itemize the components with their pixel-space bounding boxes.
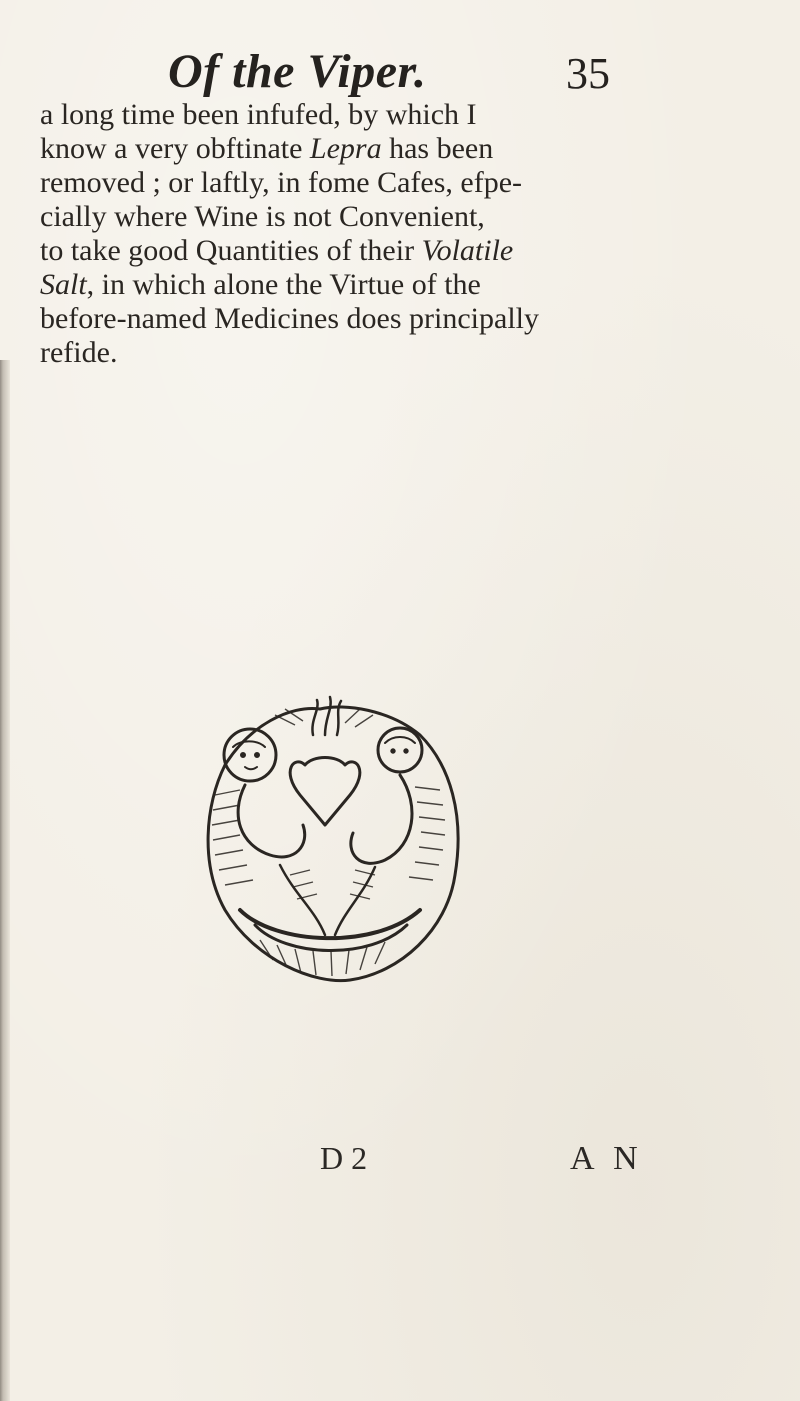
italic-term-volatile: Volatile <box>421 234 514 267</box>
text-run: removed ; or laftly, in fome Cafes, efpe- <box>40 166 523 199</box>
italic-term-lepra: Lepra <box>309 132 382 165</box>
text-run: , in which alone the Virtue of the <box>86 268 481 301</box>
text-line <box>40 132 680 166</box>
text-run: has been <box>381 132 494 165</box>
text-run: to take good Quantities of their <box>40 234 422 267</box>
signature-mark: D 2 <box>320 1140 368 1176</box>
running-head: Of the Viper. <box>168 45 427 98</box>
italic-term-salt: Salt <box>40 268 87 301</box>
text-run: a long time been infufed, by which I <box>40 98 477 131</box>
cherubs-vignette-icon <box>185 695 470 995</box>
catchword: A N <box>570 1140 644 1177</box>
text-run: know a very obftinate <box>40 132 310 165</box>
text-line <box>40 166 680 200</box>
text-line <box>40 200 680 234</box>
text-line <box>40 336 680 370</box>
text-line <box>40 268 680 302</box>
text-line <box>40 234 680 268</box>
text-run: before-named Medicines does principally <box>40 302 539 335</box>
binding-gutter <box>0 360 10 1401</box>
text-run: refide. <box>40 336 118 369</box>
text-line <box>40 302 680 336</box>
text-run: cially where Wine is not Convenient, <box>40 200 485 233</box>
text-line <box>40 98 680 132</box>
body-text <box>40 98 680 370</box>
page-number: 35 <box>566 49 610 98</box>
